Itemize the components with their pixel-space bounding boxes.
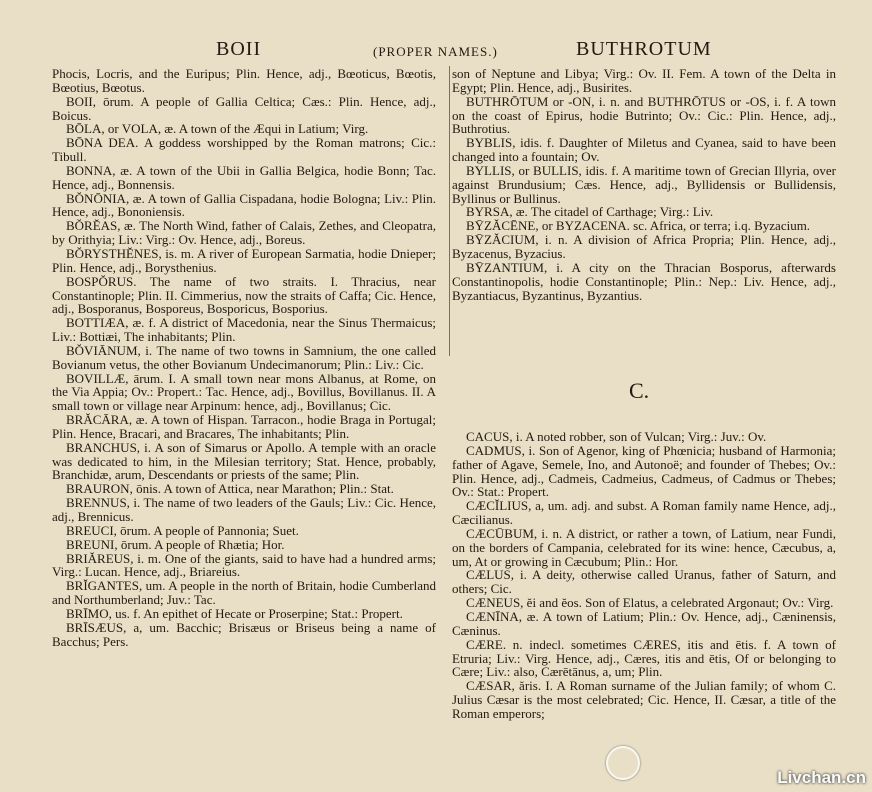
dictionary-entry: CÆRE. n. indecl. sometimes CÆRES, itis and ētis. f. A town of Etruria; Liv.: Virg. Hence, adj., Cæres, itis and ētis, Of or belonging to Cære; Liv.: also, Cærētānus, a, um; Plin. [452,636,836,680]
dictionary-entry: CACUS, i. A noted robber, son of Vulcan; Virg.: Juv.: Ov. [466,429,767,444]
dictionary-entry: CÆCŪBUM, i. n. A district, or rather a town, of Latium, near Fundi, on the borders of Campania, celebrated for its wine: hence, Cæcubus, a, um, At or growing in Cæcubum; Plin.: Hor. [452,525,836,569]
dictionary-entry: BRĂCĀRA, æ. A town of Hispan. Tarracon., hodie Braga in Portugal; Plin. Hence, Bracari, and Bracares, The inhabitants; Plin. [52,412,436,441]
section-letter: C. [629,378,650,403]
column-divider [449,66,450,356]
right-column-bottom [452,430,836,721]
dictionary-entry: BOTTIÆA, æ. f. A district of Macedonia, near the Sinus Thermaicus; Liv.: Bottiæi, The inhabitants; Plin. [52,315,436,345]
left-column [52,67,436,648]
dictionary-entry: Phocis, Locris, and the Euripus; Plin. Hence, adj., Bœoticus, Bœotis, Bœotius, Bœotus. [52,66,436,95]
dictionary-entry: BREUCI, ōrum. A people of Pannonia; Suet. [66,522,299,538]
dictionary-entry: BYLLIS, or BULLIS, idis. f. A maritime town of Grecian Illyria, over against Brundusium; Cæs. Hence, adj., Byllidensis or Bullidensis, Byllinus or Bullinus. [452,162,836,206]
dictionary-entry: BRANCHUS, i. A son of Simarus or Apollo. A temple with an oracle was dedicated to him, in the Milesian territory; Stat. Hence, probably, Branchidæ, arum, Descendants or priests of the same; Plin. [52,439,436,483]
dictionary-entry: CÆNĪNA, æ. A town of Latium; Plin.: Ov. Hence, adj., Cæninensis, Cæninus. [452,608,836,638]
dictionary-entry: BŎRYSTHĔNES, is. m. A river of European Sarmatia, hodie Dnieper; Plin. Hence, adj., Borysthenius. [52,245,436,275]
dictionary-entry: BŌLA, or VOLA, æ. A town of the Æqui in Latium; Virg. [66,121,369,137]
right-column-top [452,67,836,302]
running-head-right: BUTHROTUM [576,38,712,60]
dictionary-entry: BȲZANTIUM, i. A city on the Thracian Bosporus, afterwards Constantinopolis, hodie Constantinople; Plin.: Nep.: Liv. Hence, adj., Byzantiacus, Byzantinus, Byzantius. [452,259,836,303]
dictionary-entry: BUTHRŌTUM or -ON, i. n. and BUTHRŌTUS or -OS, i. f. A town on the coast of Epirus, hodie Butrinto; Ov.: Cic.: Plin. Hence, adj., Buthrotius. [452,93,836,137]
dictionary-entry: BYRSA, æ. The citadel of Carthage; Virg.: Liv. [466,204,714,220]
watermark-logo [606,746,640,780]
dictionary-entry: BYBLIS, idis. f. Daughter of Miletus and Cyanea, said to have been changed into a fountain; Ov. [452,135,836,165]
dictionary-entry: CADMUS, i. Son of Agenor, king of Phœnicia; husband of Harmonia; father of Agave, Semele, Ino, and Autonoë; and founder of Thebes; Ov.: Plin. Hence, adj., Cadmeis, Cadmeius, Cadmeus, of Cadmus or Thebes; Ov.: Stat.: Propert. [452,442,836,500]
dictionary-entry: son of Neptune and Libya; Virg.: Ov. II. Fem. A town of the Delta in Egypt; Plin. Hence, adj., Busirites. [452,66,836,95]
dictionary-entry: CÆLUS, i. A deity, otherwise called Uranus, father of Saturn, and others; Cic. [452,567,836,597]
dictionary-entry: BRIĂREUS, i. m. One of the giants, said to have had a hundred arms; Virg.: Lucan. Hence, adj., Briareius. [52,550,436,580]
dictionary-entry: BȲZĂCĒNE, or BYZACENA. sc. Africa, or terra; i.q. Byzacium. [466,218,811,234]
dictionary-entry: CÆSAR, ăris. I. A Roman surname of the Julian family; of whom C. Julius Cæsar is the most celebrated; Cic. Hence, II. Cæsar, a title of the Roman emperors; [452,678,836,721]
dictionary-entry: BŎNŌNIA, æ. A town of Gallia Cispadana, hodie Bologna; Liv.: Plin. Hence, adj., Bononiensis. [52,190,436,220]
dictionary-entry: BREUNI, ōrum. A people of Rhætia; Hor. [66,536,285,552]
dictionary-entry: BRĪMO, us. f. An epithet of Hecate or Proserpine; Stat.: Propert. [66,605,403,621]
dictionary-entry: BRAURON, ōnis. A town of Attica, near Marathon; Plin.: Stat. [66,481,394,497]
dictionary-entry: BŎVIĀNUM, i. The name of two towns in Samnium, the one called Bovianum vetus, the other Bovianum Undecimanorum; Plin.: Liv.: Cic. [52,342,436,372]
dictionary-entry: BOSPŎRUS. The name of two straits. I. Thracius, near Constantinople; Plin. II. Cimmerius, now the straits of Caffa; Cic. Hence, adj., Bosporanus, Bosporeus, Bosporicus, Bosporius. [52,273,436,317]
watermark-text: Livchan.cn [777,768,866,787]
dictionary-entry: CÆNEUS, ĕi and ĕos. Son of Elatus, a celebrated Argonaut; Ov.: Virg. [466,595,834,611]
dictionary-entry: BRĪSÆUS, a, um. Bacchic; Brisæus or Briseus being a name of Bacchus; Pers. [52,619,436,649]
dictionary-entry: BONNA, æ. A town of the Ubii in Gallia Belgica, hodie Bonn; Tac. Hence, adj., Bonnensis. [52,162,436,192]
running-head-left: BOII [216,38,262,60]
dictionary-entry: BOII, ōrum. A people of Gallia Celtica; Cæs.: Plin. Hence, adj., Boicus. [52,93,436,123]
running-head-center: (PROPER NAMES.) [373,44,498,59]
dictionary-entry: BŎRĔAS, æ. The North Wind, father of Calais, Zethes, and Cleopatra, by Orithyia; Liv.: Virg.: Ov. Hence, adj., Boreus. [52,218,436,248]
dictionary-entry: CÆCĬLIUS, a, um. adj. and subst. A Roman family name Hence, adj., Cæcilianus. [452,498,836,528]
dictionary-entry: BRENNUS, i. The name of two leaders of the Gauls; Liv.: Cic. Hence, adj., Brennicus. [52,495,436,524]
dictionary-entry: BŌNA DEA. A goddess worshipped by the Roman matrons; Cic.: Tibull. [52,135,436,165]
dictionary-entry: BRĬGANTES, um. A people in the north of Britain, hodie Cumberland and Northumberland; Juv.: Tac. [52,578,436,608]
dictionary-entry: BȲZĂCIUM, i. n. A division of Africa Propria; Plin. Hence, adj., Byzacenus, Byzacius. [452,232,836,261]
dictionary-entry: BOVILLÆ, ārum. I. A small town near mons Albanus, at Rome, on the Via Appia; Ov.: Propert.: Tac. Hence, adj., Bovillus, Bovillanus. II. A small town or village near Arpinum: hence, adj., Bovillanus; Cic. [52,370,436,414]
